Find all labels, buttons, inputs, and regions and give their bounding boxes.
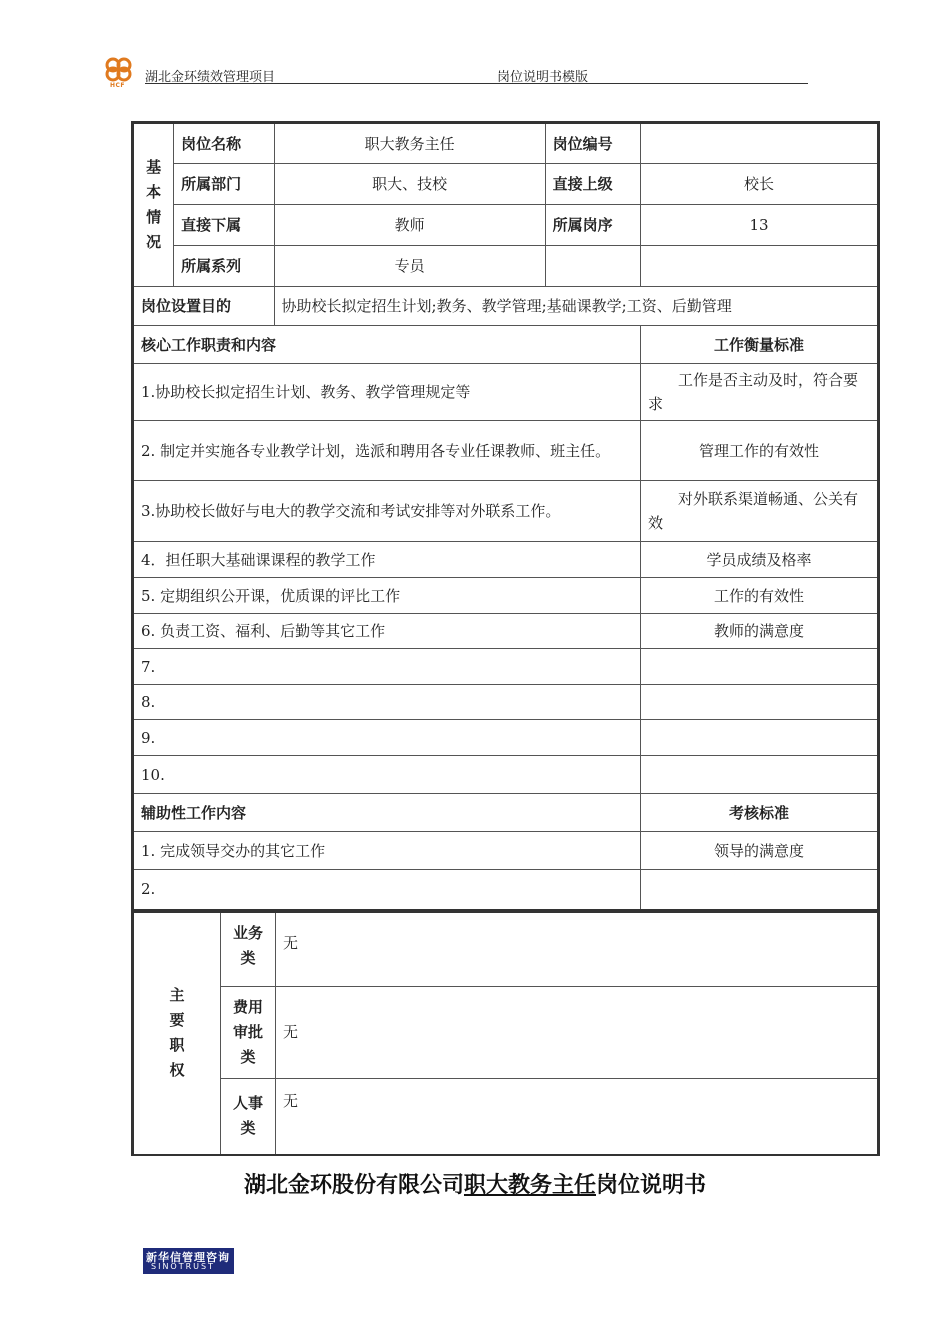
job-description-form xyxy=(131,121,880,1156)
position-code-value xyxy=(641,123,879,164)
purpose-value: 协助校长拟定招生计划;教务、教学管理;基础课教学;工资、后勤管理 xyxy=(274,287,878,326)
field-label: 所属岗序 xyxy=(545,205,640,246)
department-value: 职大、技校 xyxy=(274,164,545,205)
duty-standard xyxy=(641,685,879,720)
position-name-value: 职大教务主任 xyxy=(274,123,545,164)
field-label: 所属部门 xyxy=(174,164,274,205)
core-standard-title: 工作衡量标准 xyxy=(641,326,879,364)
duty-standard: 工作是否主动及时，符合要求 xyxy=(641,364,879,421)
header-doc-type: 岗位说明书模版 xyxy=(497,70,589,85)
duty-item: 5. 定期组织公开课，优质课的评比工作 xyxy=(133,578,641,614)
authority-type-label: 人事 类 xyxy=(221,1078,276,1155)
authority-type-label: 业务 类 xyxy=(221,911,276,986)
series-value: 专员 xyxy=(274,246,545,287)
header-divider xyxy=(145,83,808,84)
authority-type-label: 费用 审批 类 xyxy=(221,986,276,1078)
authority-section-label: 主 要 职 权 xyxy=(133,911,221,1155)
duty-standard: 管理工作的有效性 xyxy=(641,421,879,481)
basic-section-label: 基 本 情 况 xyxy=(133,123,174,287)
document-title: 湖北金环股份有限公司职大教务主任岗位说明书 xyxy=(243,1173,707,1198)
core-duties-title: 核心工作职责和内容 xyxy=(133,326,641,364)
duty-item: 9. xyxy=(133,720,641,756)
field-label: 岗位编号 xyxy=(545,123,640,164)
duty-item: 10. xyxy=(133,756,641,794)
duty-standard: 工作的有效性 xyxy=(641,578,879,614)
duty-item: 2. 制定并实施各专业教学计划，选派和聘用各专业任课教师、班主任。 xyxy=(133,421,641,481)
empty-cell xyxy=(545,246,640,287)
aux-standard xyxy=(641,870,879,910)
duty-item: 1.协助校长拟定招生计划、教务、教学管理规定等 xyxy=(133,364,641,421)
logo-text: HCF xyxy=(110,82,126,89)
supervisor-value: 校长 xyxy=(641,164,879,205)
duty-standard xyxy=(641,720,879,756)
field-label: 直接下属 xyxy=(174,205,274,246)
purpose-label: 岗位设置目的 xyxy=(133,287,275,326)
authority-value: 无 xyxy=(276,1078,879,1155)
duty-item: 7. xyxy=(133,649,641,685)
aux-standard: 领导的满意度 xyxy=(641,832,879,870)
duty-standard: 教师的满意度 xyxy=(641,614,879,649)
aux-item: 2. xyxy=(133,870,641,910)
duty-standard: 对外联系渠道畅通、公关有效 xyxy=(641,481,879,542)
aux-duties-title: 辅助性工作内容 xyxy=(133,794,641,832)
sinotrust-logo: 新华信管理咨询 SINOTRUST xyxy=(143,1248,234,1274)
header-project-name: 湖北金环绩效管理项目 xyxy=(145,70,276,85)
field-label: 直接上级 xyxy=(545,164,640,205)
authority-table xyxy=(131,910,880,1157)
field-label: 岗位名称 xyxy=(174,123,274,164)
authority-value: 无 xyxy=(276,986,879,1078)
rank-value: 13 xyxy=(641,205,879,246)
main-table xyxy=(131,121,880,911)
duty-item: 3.协助校长做好与电大的教学交流和考试安排等对外联系工作。 xyxy=(133,481,641,542)
duty-standard xyxy=(641,649,879,685)
duty-standard: 学员成绩及格率 xyxy=(641,542,879,578)
empty-cell xyxy=(641,246,879,287)
duty-item: 8. xyxy=(133,685,641,720)
duty-standard xyxy=(641,756,879,794)
aux-item: 1. 完成领导交办的其它工作 xyxy=(133,832,641,870)
aux-standard-title: 考核标准 xyxy=(641,794,879,832)
duty-item: 4．担任职大基础课课程的教学工作 xyxy=(133,542,641,578)
duty-item: 6. 负责工资、福利、后勤等其它工作 xyxy=(133,614,641,649)
page-header xyxy=(100,56,808,88)
authority-value: 无 xyxy=(276,911,879,986)
field-label: 所属系列 xyxy=(174,246,274,287)
subordinate-value: 教师 xyxy=(274,205,545,246)
